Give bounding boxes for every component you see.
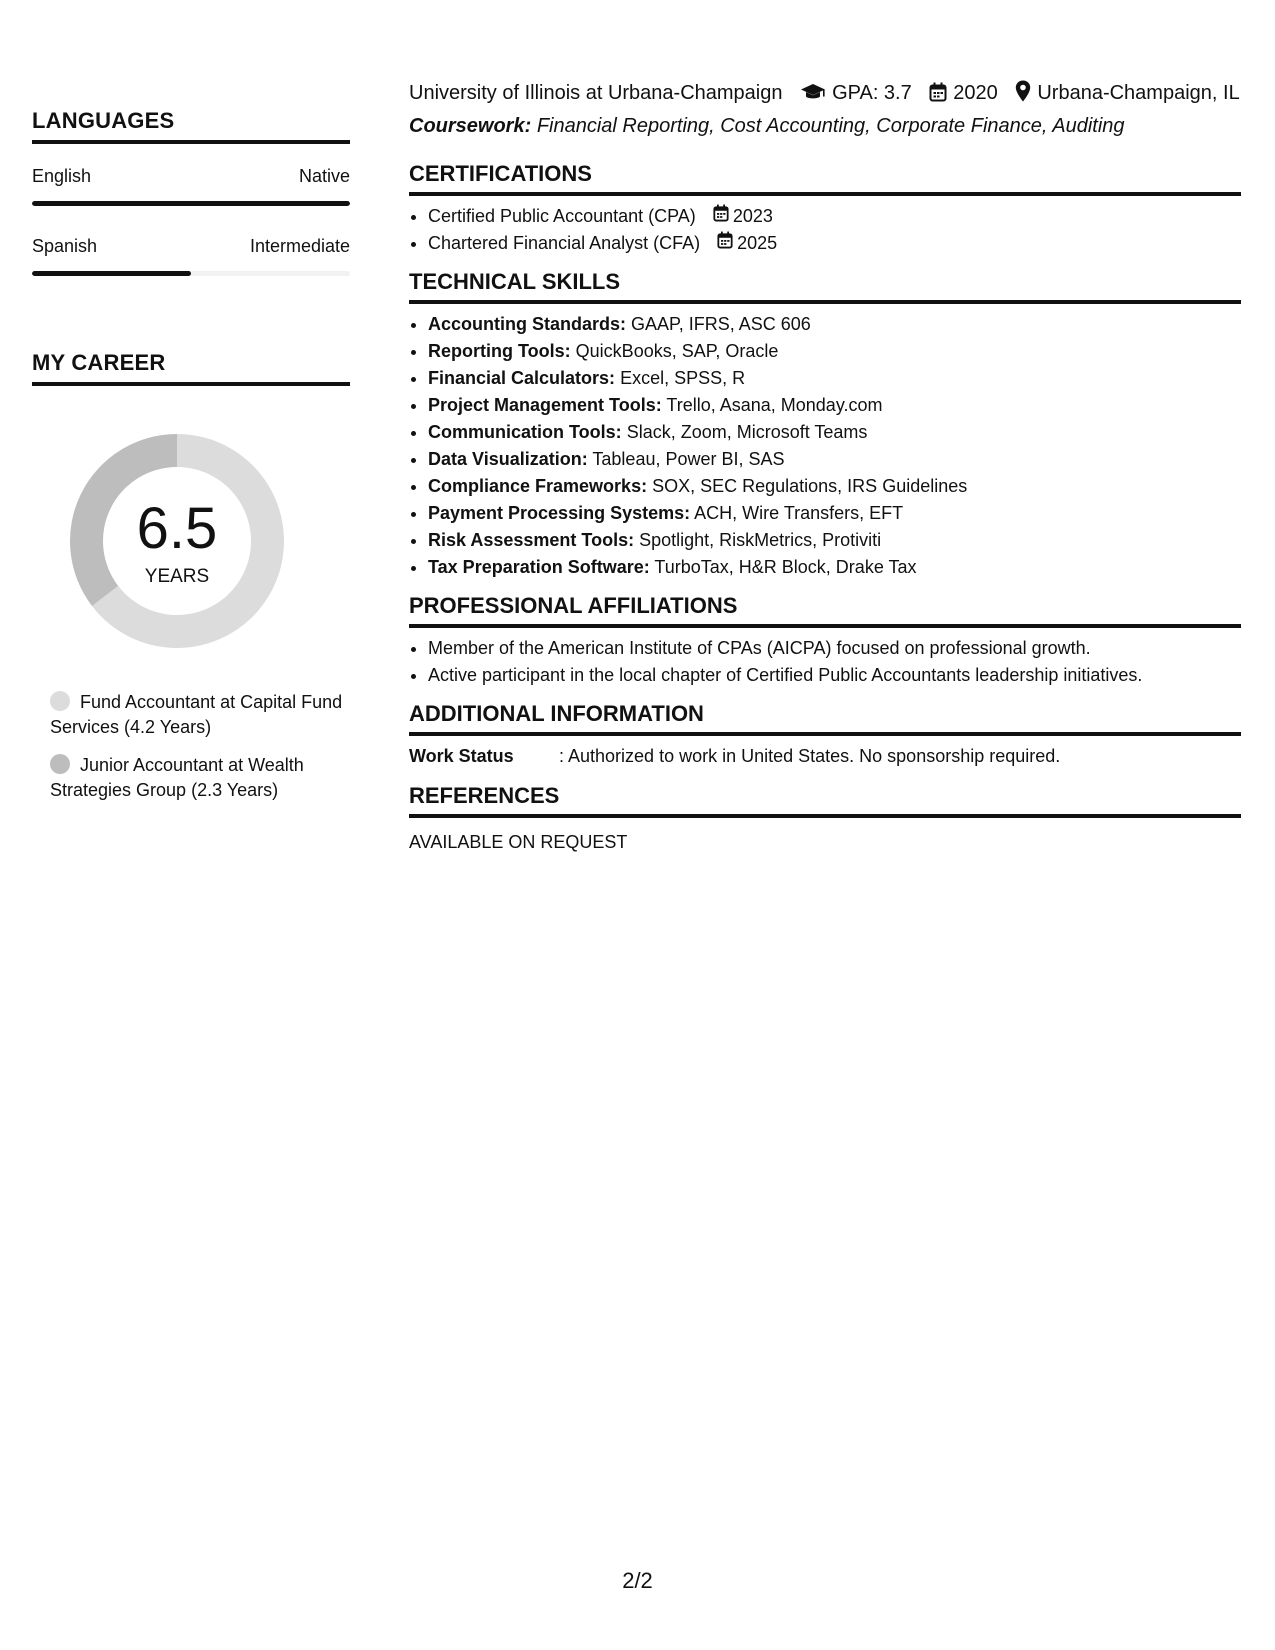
- legend-label: Fund Accountant at Capital Fund Services (4.2 Years): [50, 692, 343, 737]
- skill-value: Spotlight, RiskMetrics, Protiviti: [639, 530, 882, 550]
- language-item: [32, 166, 350, 206]
- list-item: [428, 473, 1241, 500]
- certification-year: 2023: [732, 206, 773, 226]
- coursework-text: Financial Reporting, Cost Accounting, Corporate Finance, Auditing: [536, 115, 1125, 137]
- references-text: AVAILABLE ON REQUEST: [409, 832, 628, 852]
- references-title-rule: [409, 814, 1241, 818]
- list-item: [428, 527, 1241, 554]
- calendar-icon: [713, 203, 733, 230]
- education-coursework: [409, 111, 1241, 141]
- skill-label: Tax Preparation Software:: [428, 557, 650, 577]
- list-item: • Active participant in the local chapter of Certified Public Accountants leadership initiatives.: [428, 662, 1241, 689]
- skill-value: Excel, SPSS, R: [620, 368, 746, 388]
- education-year: 2020: [953, 82, 998, 104]
- list-item: [428, 203, 1241, 230]
- list-item: [428, 392, 1241, 419]
- skill-label: Data Visualization:: [428, 449, 588, 469]
- certifications-title-rule: [409, 192, 1241, 196]
- additional-info-section: [409, 699, 1241, 767]
- language-name: English: [32, 166, 92, 186]
- career-total-unit: YEARS: [144, 566, 210, 587]
- career-title-rule: [32, 382, 350, 386]
- list-item: [428, 230, 1241, 257]
- certification-year: 2025: [737, 233, 778, 253]
- certifications-title: CERTIFICATIONS: [409, 161, 592, 186]
- skill-label: Communication Tools:: [428, 422, 622, 442]
- education-location: Urbana-Champaign, IL: [1037, 82, 1240, 104]
- technical-skills-title-rule: [409, 300, 1241, 304]
- legend-swatch: [50, 754, 70, 774]
- language-proficiency-fill: [32, 271, 191, 276]
- list-item: [428, 338, 1241, 365]
- additional-info-title-rule: [409, 732, 1241, 736]
- skill-label: Compliance Frameworks:: [428, 476, 648, 496]
- certification-name: Certified Public Accountant (CPA): [428, 206, 696, 226]
- affiliations-section: [409, 591, 1241, 689]
- language-proficiency-fill: [32, 201, 350, 206]
- career-section: [32, 350, 350, 386]
- certifications-section: [409, 159, 1241, 257]
- affiliations-title-rule: [409, 624, 1241, 628]
- legend-item: [50, 690, 350, 740]
- skill-label: Project Management Tools:: [428, 395, 662, 415]
- languages-title-rule: [32, 140, 350, 144]
- skill-value: Tableau, Power BI, SAS: [592, 449, 785, 469]
- skill-value: QuickBooks, SAP, Oracle: [575, 341, 779, 361]
- legend-swatch: [50, 691, 70, 711]
- language-level: Native: [298, 166, 350, 186]
- technical-skills-list: [409, 311, 1241, 581]
- skill-label: Reporting Tools:: [428, 341, 571, 361]
- skill-value: ACH, Wire Transfers, EFT: [694, 503, 904, 523]
- language-name: Spanish: [32, 236, 98, 256]
- technical-skills-section: [409, 267, 1241, 581]
- work-status-value: : Authorized to work in United States. No sponsorship required.: [559, 746, 1061, 766]
- calendar-icon: [717, 230, 737, 257]
- career-legend: [50, 690, 350, 816]
- list-item: [428, 446, 1241, 473]
- skill-label: Financial Calculators:: [428, 368, 616, 388]
- skill-value: TurboTax, H&R Block, Drake Tax: [654, 557, 917, 577]
- technical-skills-title: TECHNICAL SKILLS: [409, 269, 621, 294]
- career-total-value: 6.5: [136, 496, 218, 561]
- references-section: [409, 781, 1241, 853]
- skill-label: Payment Processing Systems:: [428, 503, 691, 523]
- work-status-label: Work Status: [409, 746, 514, 766]
- affiliations-list: [409, 635, 1241, 689]
- language-level: Intermediate: [249, 236, 350, 256]
- main-column: [409, 78, 1241, 853]
- languages-section: [32, 108, 350, 276]
- list-item: [428, 365, 1241, 392]
- skill-label: Risk Assessment Tools:: [428, 530, 635, 550]
- education-school: University of Illinois at Urbana-Champaign: [409, 82, 783, 104]
- skill-value: SOX, SEC Regulations, IRS Guidelines: [652, 476, 968, 496]
- references-title: REFERENCES: [409, 783, 560, 808]
- additional-info-title: ADDITIONAL INFORMATION: [409, 701, 704, 726]
- skill-value: Slack, Zoom, Microsoft Teams: [626, 422, 868, 442]
- education-gpa: GPA: 3.7: [832, 82, 912, 104]
- list-item: [428, 554, 1241, 581]
- affiliations-title: PROFESSIONAL AFFILIATIONS: [409, 593, 738, 618]
- skill-value: Trello, Asana, Monday.com: [666, 395, 883, 415]
- skill-value: GAAP, IFRS, ASC 606: [631, 314, 811, 334]
- languages-title: LANGUAGES: [32, 108, 175, 133]
- legend-label: Junior Accountant at Wealth Strategies Group (2.3 Years): [50, 755, 304, 800]
- skill-label: Accounting Standards:: [428, 314, 627, 334]
- language-item: [32, 236, 350, 276]
- coursework-label: Coursework:: [409, 115, 532, 137]
- legend-item: [50, 753, 350, 803]
- list-item: [428, 500, 1241, 527]
- graduation-cap-icon: [800, 81, 826, 111]
- career-donut-chart: [64, 428, 290, 654]
- education-line: [409, 78, 1241, 111]
- certification-name: Chartered Financial Analyst (CFA): [428, 233, 701, 253]
- certifications-list: [409, 203, 1241, 257]
- calendar-icon: [929, 81, 947, 111]
- page-number: 2/2: [622, 1568, 653, 1593]
- career-title: MY CAREER: [32, 350, 166, 375]
- list-item: • Member of the American Institute of CPAs (AICPA) focused on professional growth.: [428, 635, 1241, 662]
- list-item: [428, 311, 1241, 338]
- language-proficiency-bar: [32, 271, 350, 276]
- work-status-row: [409, 746, 1241, 767]
- list-item: [428, 419, 1241, 446]
- language-proficiency-bar: [32, 201, 350, 206]
- location-pin-icon: [1015, 80, 1031, 111]
